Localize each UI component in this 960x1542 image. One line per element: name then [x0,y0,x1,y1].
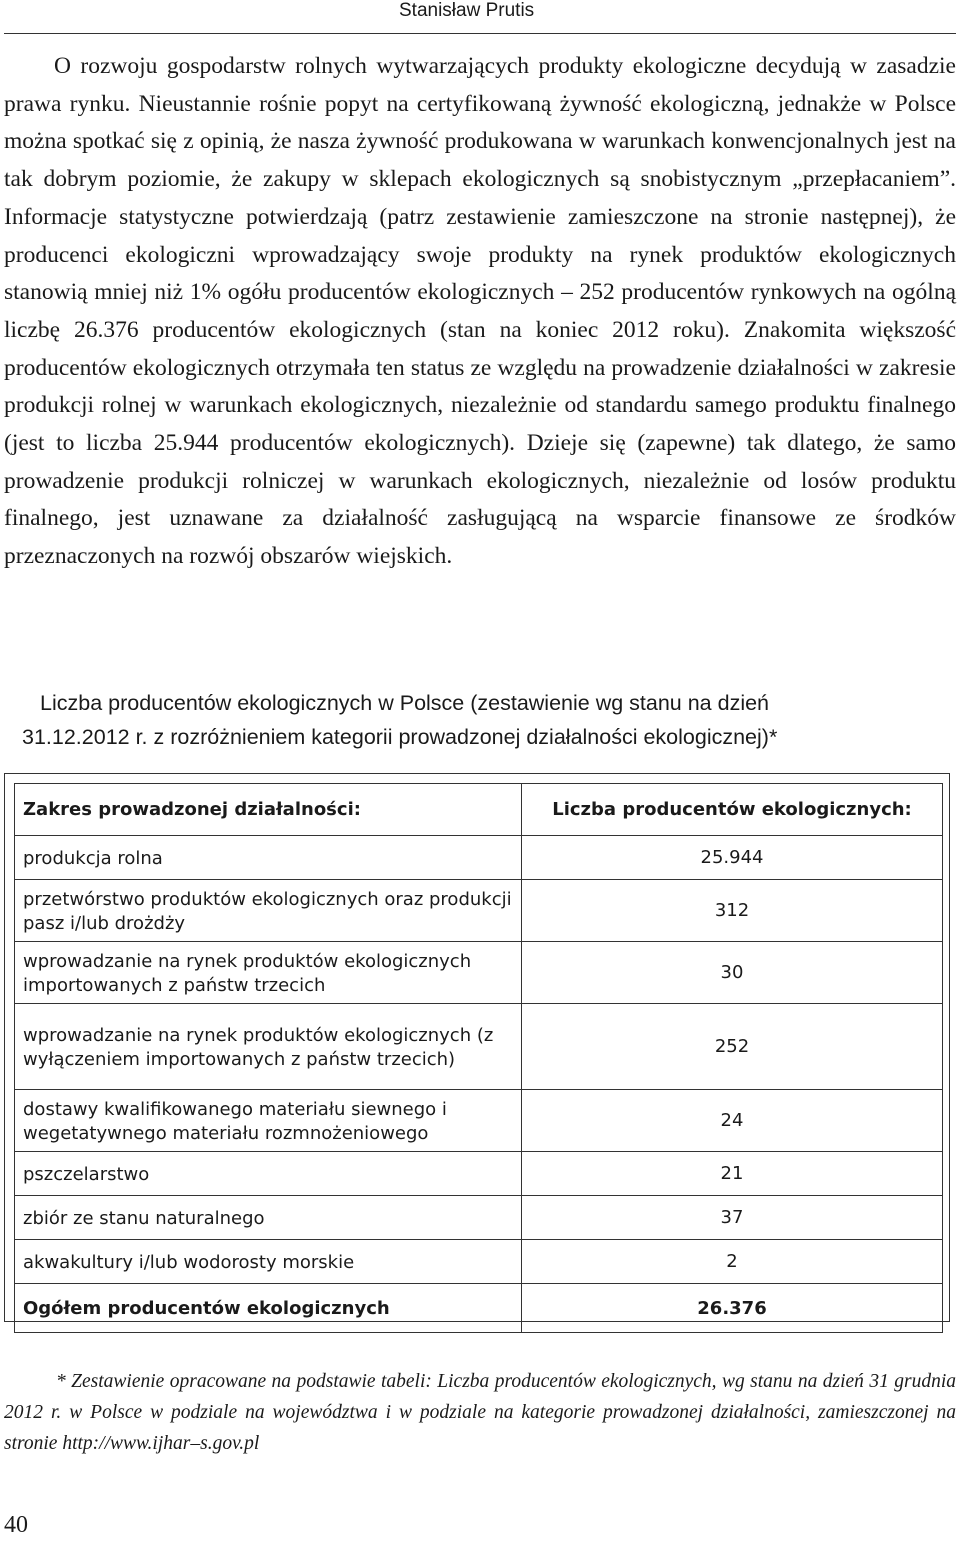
table-row [15,836,943,880]
row-count: 37 [522,1196,943,1240]
header-rule [4,33,956,34]
table-caption [22,686,942,754]
table-total-row [15,1284,943,1333]
table-row [15,1152,943,1196]
row-category: pszczelarstwo [15,1152,522,1196]
row-category: dostawy kwalifikowanego materiału siewnego i wegetatywnego materiału rozmnożeniowego [15,1090,522,1152]
table-caption-line-1: Liczba producentów ekologicznych w Polsce (zestawienie wg stanu na dzień [40,691,770,715]
row-category: wprowadzanie na rynek produktów ekologicznych (z wyłączeniem importowanych z państw trzecich) [15,1004,522,1090]
row-category: produkcja rolna [15,836,522,880]
body-text [4,48,956,576]
producers-table [14,783,943,1333]
row-category: zbiór ze stanu naturalnego [15,1196,522,1240]
row-count: 24 [522,1090,943,1152]
header-count: Liczba producentów ekologicznych: [522,784,943,836]
total-label: Ogółem producentów ekologicznych [15,1284,522,1333]
footnote-text: * Zestawienie opracowane na podstawie tabeli: Liczba producentów ekologicznych, wg stanu na dzień 31 grudnia 2012 r. w Polsce w podziale na województwa i w podziale na kategorie prowadzonej działalności, zamieszczonej na stronie http://www.ijhar–s.gov.pl [4,1371,956,1454]
row-count: 30 [522,942,943,1004]
table-row [15,1240,943,1284]
header-scope: Zakres prowadzonej działalności: [15,784,522,836]
page-number: 40 [4,1512,28,1538]
total-count: 26.376 [522,1284,943,1333]
table-row [15,880,943,942]
table-row [15,1090,943,1152]
running-head-author: Stanisław Prutis [399,0,535,21]
footnote [4,1366,956,1459]
body-paragraph: O rozwoju gospodarstw rolnych wytwarzających produkty ekologiczne decydują w zasadzie prawa rynku. Nieustannie rośnie popyt na certyfikowaną żywność ekologiczną, jednakże w Polsce można spotkać się z opinią, że nasza żywność produkowana w warunkach konwencjonalnych jest na tak dobrym poziomie, że zakupy w sklepach ekologicznych są snobistycznym „przepłacaniem”. Informacje statystyczne potwierdzają (patrz zestawienie zamieszczone na stronie następnej), że producenci ekologiczni wprowadzający swoje produkty na rynek produktów ekologicznych stanowią mniej niż 1% ogółu producentów ekologicznych – 252 producentów rynkowych na ogólną liczbę 26.376 producentów ekologicznych (stan na koniec 2012 roku). Znakomita większość producentów ekologicznych otrzymała ten status ze względu na prowadzenie działalności w zakresie produkcji rolnej w warunkach ekologicznych, niezależnie od standardu samego produktu finalnego (jest to liczba 25.944 producentów ekologicznych). Dzieje się (zapewne) tak dlatego, że samo prowadzenie produkcji rolniczej w warunkach ekologicznych, niezależnie od losów produktu finalnego, jest uznawane za działalność zasługującą na wsparcie finansowe ze środków przeznaczonych na rozwój obszarów wiejskich. [4,53,956,570]
row-category: wprowadzanie na rynek produktów ekologicznych importowanych z państw trzecich [15,942,522,1004]
table-header-row [15,784,943,836]
page-header [0,0,960,26]
row-count: 312 [522,880,943,942]
table-caption-line-2: 31.12.2012 r. z rozróżnieniem kategorii prowadzonej działalności ekologicznej)* [22,725,778,749]
row-count: 21 [522,1152,943,1196]
row-category: przetwórstwo produktów ekologicznych oraz produkcji pasz i/lub drożdży [15,880,522,942]
row-category: akwakultury i/lub wodorosty morskie [15,1240,522,1284]
table-row [15,1004,943,1090]
row-count: 25.944 [522,836,943,880]
row-count: 2 [522,1240,943,1284]
table-row [15,942,943,1004]
table-row [15,1196,943,1240]
row-count: 252 [522,1004,943,1090]
